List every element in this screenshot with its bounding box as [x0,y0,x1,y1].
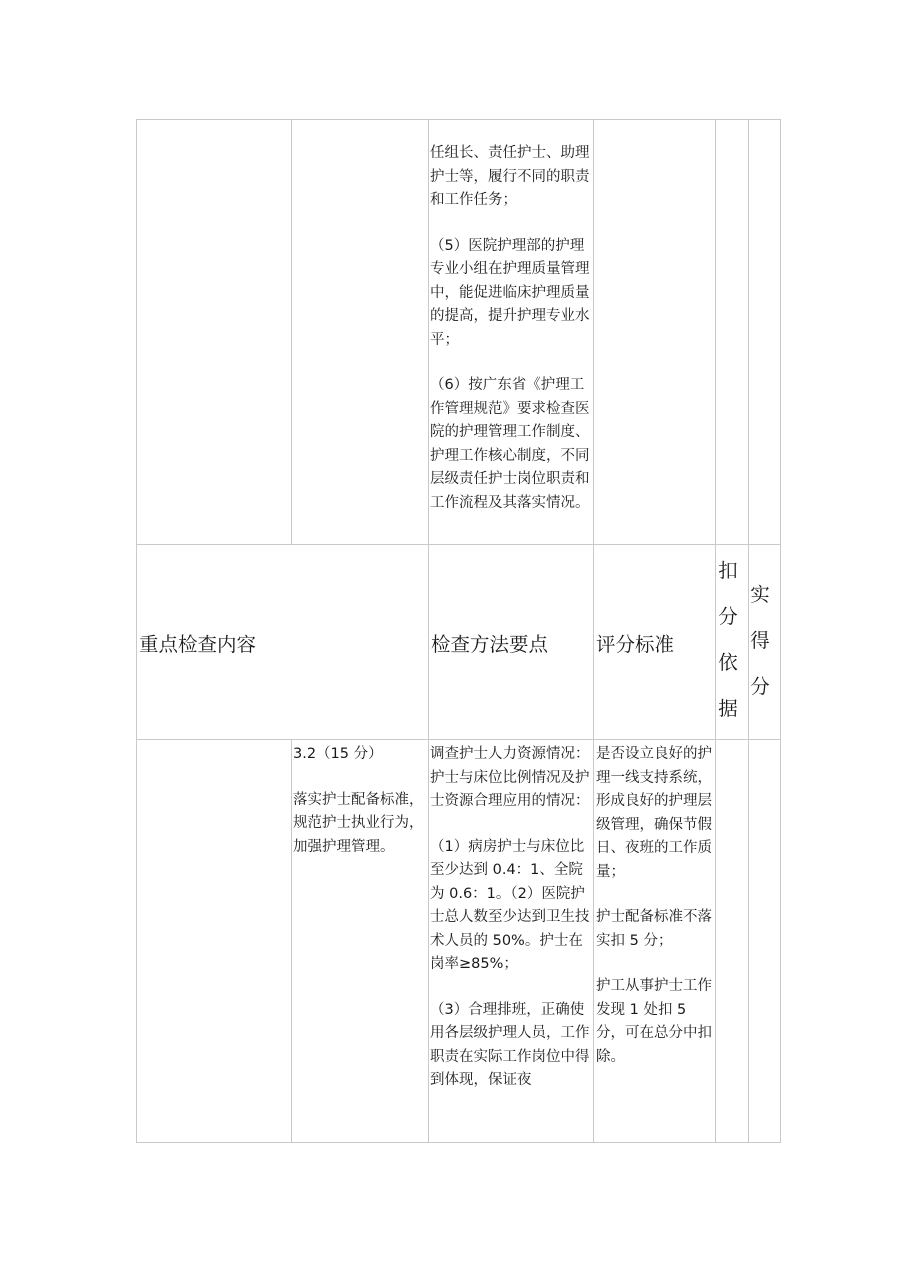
method-paragraph: （6）按广东省《护理工作管理规范》要求检查医院的护理管理工作制度、护理工作核心制度，不同层级责任护士岗位职责和工作流程及其落实情况。 [430,377,590,511]
item-code: 3.2（15 分） [293,746,383,762]
method-paragraph: （5）医院护理部的护理专业小组在护理质量管理中，能促进临床护理质量的提高，提升护理专业水平； [430,237,590,348]
row-divider-2 [136,739,781,740]
method-paragraph: （3）合理排班，正确使用各层级护理人员，工作职责在实际工作岗位中得到体现，保证夜 [430,1001,590,1088]
method-paragraph: （1）病房护士与床位比至少达到 0.4：1、全院为 0.6：1。（2）医院护士总人数至少达到卫生技术人员的 50%。护士在岗率≥85%； [430,838,590,972]
col-divider-2 [428,119,429,1143]
criteria-paragraph: 护士配备标准不落实扣 5 分； [596,909,712,949]
header-char: 实 [750,583,770,606]
method-paragraph: 调查护士人力资源情况：护士与床位比例情况及护士资源合理应用的情况： [430,746,590,809]
col-divider-1 [291,119,292,544]
col-divider-1b [291,739,292,1143]
header-char: 扣 [718,559,738,582]
table-border-left [136,119,137,1143]
row-divider-1 [136,544,781,545]
col-divider-3 [593,119,594,1143]
header-key-content: 重点检查内容 [139,633,257,656]
item-criteria-cell [596,743,712,1069]
header-method: 检查方法要点 [431,633,549,656]
criteria-paragraph: 是否设立良好的护理一线支持系统，形成良好的护理层级管理，确保节假日、夜班的工作质量； [596,746,712,880]
inspection-table [136,119,781,1143]
header-char: 依 [718,651,738,674]
item-content: 落实护士配备标准，规范护士执业行为，加强护理管理。 [293,791,424,855]
method-paragraph: 任组长、责任护士、助理护士等，履行不同的职责和工作任务； [430,145,590,208]
header-criteria: 评分标准 [596,633,675,656]
table-border-right [780,119,781,1143]
item-method-cell [430,743,592,1093]
header-char: 据 [718,697,738,720]
header-char: 得 [750,629,770,652]
header-char: 分 [718,605,738,628]
table-border-bottom [136,1142,781,1143]
item-code-cell [293,743,425,859]
header-actual-score [749,572,771,710]
col-divider-4 [715,119,716,1143]
criteria-paragraph: 护工从事护士工作发现 1 处扣 5 分，可在总分中扣除。 [596,978,712,1065]
header-deduction-basis [717,548,739,732]
continued-method-cell [430,142,592,515]
header-char: 分 [750,675,770,698]
table-border-top [136,119,781,120]
